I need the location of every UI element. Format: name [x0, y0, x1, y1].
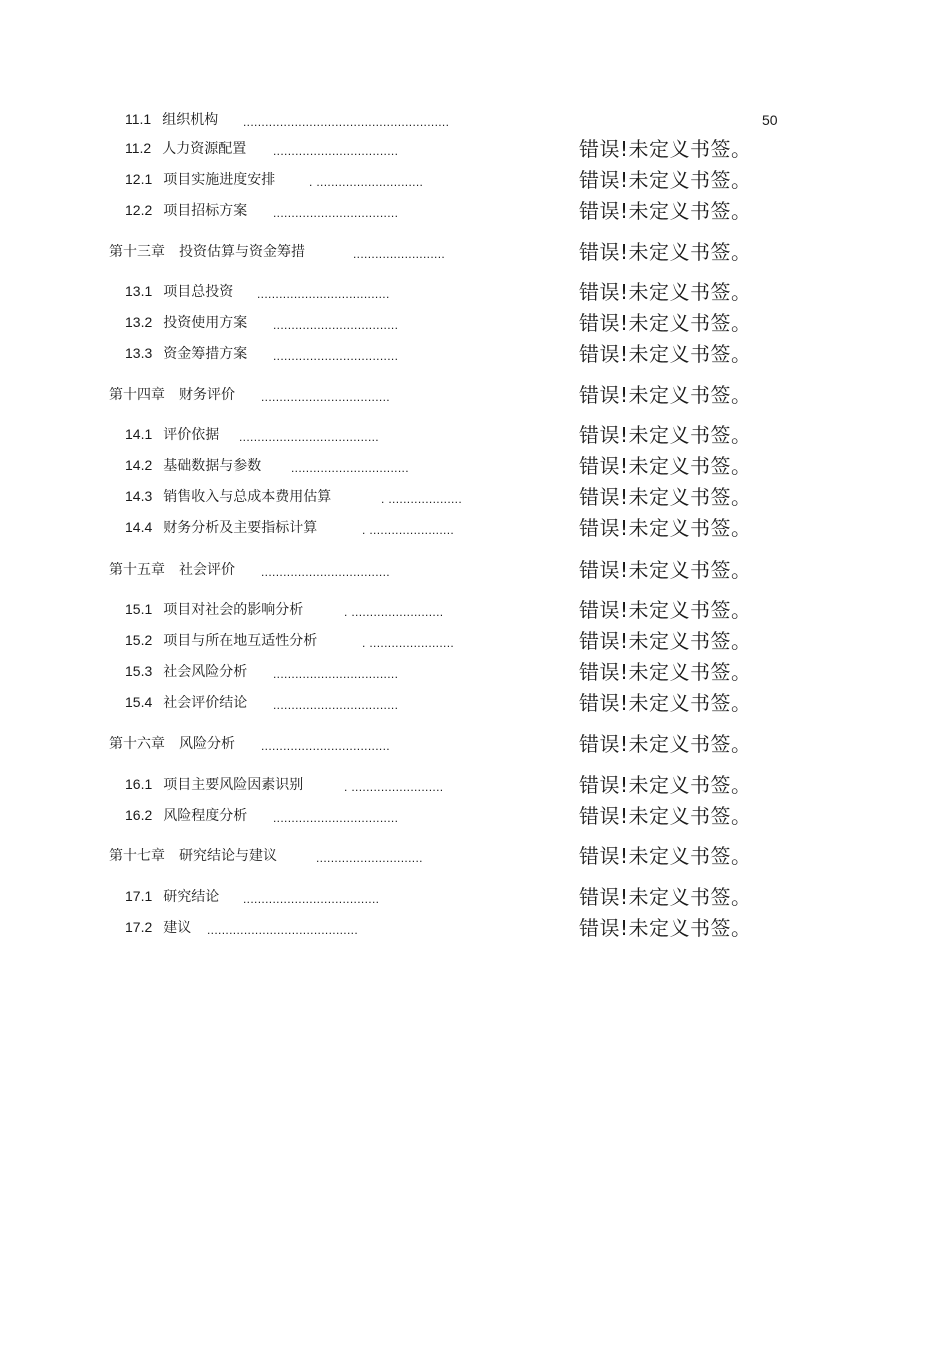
toc-dot-leader — [207, 923, 358, 937]
toc-dot-leader — [273, 811, 398, 825]
toc-dot-leader-lead: . — [381, 492, 389, 506]
toc-entry-label — [109, 386, 235, 403]
toc-entry-title: 风险分析 — [179, 736, 235, 752]
toc-entry-label — [109, 243, 305, 260]
toc-entry-number: 14.3 — [125, 488, 153, 504]
toc-dot-leader — [239, 430, 379, 444]
toc-entry-title: 研究结论 — [163, 889, 220, 905]
toc-page-reference: 错误!未定义书签。 — [579, 691, 752, 715]
toc-dot-leader-dots: .................... — [388, 492, 463, 506]
toc-entry-title: 人力资源配置 — [162, 141, 247, 157]
toc-entry-label — [109, 847, 277, 864]
toc-entry-title: 评价依据 — [163, 427, 220, 443]
toc-dot-leader-lead: . — [344, 780, 352, 794]
toc-dot-leader-dots: .................................. — [273, 667, 399, 681]
toc-entry-title: 项目与所在地互适性分析 — [163, 633, 318, 649]
toc-page-reference: 错误!未定义书签。 — [579, 516, 752, 540]
toc-dot-leader — [261, 390, 390, 404]
toc-entry-label — [125, 776, 303, 793]
toc-entry-title: 建议 — [163, 920, 192, 936]
toc-dot-leader — [273, 698, 398, 712]
toc-entry-title: 社会评价 — [179, 562, 235, 578]
toc-entry-number: 第十六章 — [109, 735, 165, 751]
toc-entry-label — [125, 426, 219, 443]
toc-section-row[interactable] — [0, 197, 950, 223]
toc-dot-leader — [261, 565, 390, 579]
toc-page-reference: 错误!未定义书签。 — [579, 342, 752, 366]
toc-dot-leader — [273, 349, 398, 363]
toc-page-reference: 错误!未定义书签。 — [579, 558, 752, 582]
toc-page-reference: 错误!未定义书签。 — [579, 773, 752, 797]
toc-section-row[interactable] — [0, 483, 950, 509]
toc-page-reference: 错误!未定义书签。 — [579, 199, 752, 223]
toc-dot-leader-dots: ................................... — [261, 565, 390, 579]
toc-dot-leader — [257, 287, 390, 301]
toc-dot-leader — [362, 523, 454, 537]
toc-entry-number: 13.2 — [125, 314, 153, 330]
toc-dot-leader — [243, 892, 379, 906]
toc-dot-leader-dots: ......................... — [351, 605, 444, 619]
toc-dot-leader-dots: ............................. — [316, 175, 424, 189]
toc-page-reference: 错误!未定义书签。 — [579, 454, 752, 478]
toc-dot-leader-dots: ..................................... — [243, 892, 380, 906]
toc-entry-label — [125, 632, 317, 649]
toc-entry-number: 第十七章 — [109, 847, 165, 863]
toc-entry-number: 第十五章 — [109, 561, 165, 577]
toc-entry-number: 16.1 — [125, 776, 153, 792]
toc-dot-leader-dots: ............................. — [316, 851, 423, 865]
toc-section-row[interactable] — [0, 914, 950, 940]
toc-page-reference: 错误!未定义书签。 — [579, 885, 752, 909]
toc-dot-leader-dots: ....................... — [369, 636, 455, 650]
toc-entry-label — [125, 663, 247, 680]
toc-section-row[interactable] — [0, 278, 950, 304]
toc-dot-leader-dots: ................................... — [261, 390, 390, 404]
toc-entry-label — [125, 888, 219, 905]
toc-dot-leader-dots: ................................... — [261, 739, 390, 753]
toc-dot-leader-dots: .................................... — [257, 287, 390, 301]
toc-entry-label — [125, 283, 233, 300]
toc-entry-title: 项目招标方案 — [163, 203, 248, 219]
toc-section-row[interactable] — [0, 421, 950, 447]
toc-entry-label — [125, 345, 247, 362]
toc-entry-title: 基础数据与参数 — [163, 458, 262, 474]
toc-entry-number: 12.2 — [125, 202, 153, 218]
toc-dot-leader-lead: . — [344, 605, 352, 619]
toc-section-row[interactable] — [0, 596, 950, 622]
toc-section-row[interactable] — [0, 340, 950, 366]
toc-page-reference: 错误!未定义书签。 — [579, 660, 752, 684]
toc-dot-leader — [273, 206, 398, 220]
toc-dot-leader — [273, 318, 398, 332]
toc-dot-leader-lead: . — [309, 175, 317, 189]
toc-entry-number: 12.1 — [125, 171, 153, 187]
toc-entry-label — [125, 111, 218, 128]
toc-entry-number: 14.4 — [125, 519, 153, 535]
toc-section-row[interactable] — [0, 689, 950, 715]
toc-section-row[interactable] — [0, 309, 950, 335]
toc-dot-leader — [344, 605, 443, 619]
toc-entry-number: 11.2 — [125, 140, 152, 156]
toc-entry-label — [125, 919, 191, 936]
toc-page-reference: 错误!未定义书签。 — [579, 916, 752, 940]
toc-dot-leader-dots: .................................. — [273, 318, 399, 332]
toc-page-reference: 错误!未定义书签。 — [579, 240, 752, 264]
toc-page-reference: 错误!未定义书签。 — [579, 629, 752, 653]
toc-chapter-row[interactable] — [0, 842, 950, 868]
toc-page-reference: 错误!未定义书签。 — [579, 311, 752, 335]
toc-entry-title: 社会评价结论 — [163, 695, 248, 711]
toc-entry-title: 项目实施进度安排 — [163, 172, 276, 188]
toc-dot-leader — [273, 144, 398, 158]
toc-dot-leader — [273, 667, 398, 681]
toc-entry-title: 投资使用方案 — [163, 315, 248, 331]
toc-entry-title: 项目主要风险因素识别 — [163, 777, 304, 793]
toc-entry-title: 研究结论与建议 — [179, 848, 277, 864]
toc-entry-label — [125, 488, 331, 505]
toc-entry-number: 17.2 — [125, 919, 153, 935]
toc-entry-label — [125, 694, 247, 711]
toc-entry-label — [109, 561, 235, 578]
toc-entry-number: 第十三章 — [109, 243, 165, 259]
toc-entry-title: 项目对社会的影响分析 — [163, 602, 304, 618]
toc-entry-number: 11.1 — [125, 111, 152, 127]
toc-section-row[interactable] — [0, 771, 950, 797]
toc-dot-leader-dots: ....................... — [369, 523, 455, 537]
toc-dot-leader-dots: ................................ — [291, 461, 409, 475]
toc-dot-leader — [309, 175, 423, 189]
toc-section-row[interactable] — [0, 883, 950, 909]
toc-dot-leader-dots: .................................. — [273, 698, 399, 712]
toc-entry-number: 14.2 — [125, 457, 153, 473]
toc-entry-number: 15.2 — [125, 632, 153, 648]
toc-dot-leader-lead: . — [362, 523, 370, 537]
toc-dot-leader-dots: .................................. — [273, 349, 399, 363]
toc-dot-leader-dots: ......................................... — [207, 923, 359, 937]
toc-page-reference: 错误!未定义书签。 — [579, 137, 752, 161]
toc-entry-number: 15.4 — [125, 694, 153, 710]
toc-entry-number: 16.2 — [125, 807, 153, 823]
toc-section-row[interactable] — [0, 135, 950, 161]
toc-entry-number: 17.1 — [125, 888, 153, 904]
toc-dot-leader — [381, 492, 462, 506]
toc-dot-leader — [362, 636, 454, 650]
toc-section-row[interactable] — [0, 658, 950, 684]
toc-section-row[interactable] — [0, 514, 950, 540]
toc-section-row[interactable] — [0, 106, 950, 132]
toc-entry-label — [125, 457, 261, 474]
toc-chapter-row[interactable] — [0, 238, 950, 264]
toc-entry-label — [125, 202, 247, 219]
toc-dot-leader-dots: ...................................... — [239, 430, 379, 444]
toc-page-reference: 错误!未定义书签。 — [579, 598, 752, 622]
toc-dot-leader — [261, 739, 390, 753]
toc-entry-number: 15.3 — [125, 663, 153, 679]
toc-entry-number: 13.3 — [125, 345, 153, 361]
toc-entry-label — [125, 171, 275, 188]
toc-section-row[interactable] — [0, 802, 950, 828]
toc-dot-leader-dots: .................................. — [273, 144, 399, 158]
toc-entry-number: 15.1 — [125, 601, 153, 617]
toc-chapter-row[interactable] — [0, 556, 950, 582]
toc-entry-title: 组织机构 — [162, 112, 219, 128]
toc-section-row[interactable] — [0, 166, 950, 192]
toc-entry-label — [125, 807, 247, 824]
toc-page-reference: 错误!未定义书签。 — [579, 168, 752, 192]
toc-entry-title: 社会风险分析 — [163, 664, 248, 680]
toc-dot-leader-dots: .................................. — [273, 206, 399, 220]
toc-chapter-row[interactable] — [0, 730, 950, 756]
toc-entry-label — [125, 140, 246, 157]
toc-entry-label — [125, 314, 247, 331]
toc-entry-label — [109, 735, 235, 752]
toc-dot-leader-dots: ........................................................ — [243, 115, 450, 129]
toc-dot-leader — [291, 461, 409, 475]
toc-section-row[interactable] — [0, 452, 950, 478]
toc-page-reference: 错误!未定义书签。 — [579, 280, 752, 304]
toc-entry-number: 14.1 — [125, 426, 153, 442]
toc-dot-leader-dots: ......................... — [351, 780, 444, 794]
toc-section-row[interactable] — [0, 627, 950, 653]
toc-page-reference: 错误!未定义书签。 — [579, 804, 752, 828]
toc-dot-leader — [353, 247, 445, 261]
toc-dot-leader — [316, 851, 423, 865]
toc-entry-title: 投资估算与资金筹措 — [179, 244, 305, 260]
toc-page-reference: 50 — [762, 112, 778, 128]
toc-page-reference: 错误!未定义书签。 — [579, 485, 752, 509]
toc-page-reference: 错误!未定义书签。 — [579, 844, 752, 868]
toc-entry-title: 销售收入与总成本费用估算 — [163, 489, 332, 505]
toc-entry-title: 风险程度分析 — [163, 808, 248, 824]
toc-entry-title: 财务评价 — [179, 387, 235, 403]
toc-page-reference: 错误!未定义书签。 — [579, 383, 752, 407]
toc-chapter-row[interactable] — [0, 381, 950, 407]
toc-entry-number: 第十四章 — [109, 386, 165, 402]
toc-entry-title: 财务分析及主要指标计算 — [163, 520, 318, 536]
toc-entry-number: 13.1 — [125, 283, 153, 299]
toc-entry-label — [125, 519, 317, 536]
toc-dot-leader — [243, 115, 449, 129]
toc-entry-title: 资金筹措方案 — [163, 346, 248, 362]
toc-page-reference: 错误!未定义书签。 — [579, 423, 752, 447]
toc-dot-leader-lead: . — [362, 636, 370, 650]
toc-dot-leader-dots: ......................... — [353, 247, 446, 261]
toc-entry-label — [125, 601, 303, 618]
toc-dot-leader-dots: .................................. — [273, 811, 399, 825]
toc-entry-title: 项目总投资 — [163, 284, 234, 300]
toc-dot-leader — [344, 780, 443, 794]
toc-page-reference: 错误!未定义书签。 — [579, 732, 752, 756]
